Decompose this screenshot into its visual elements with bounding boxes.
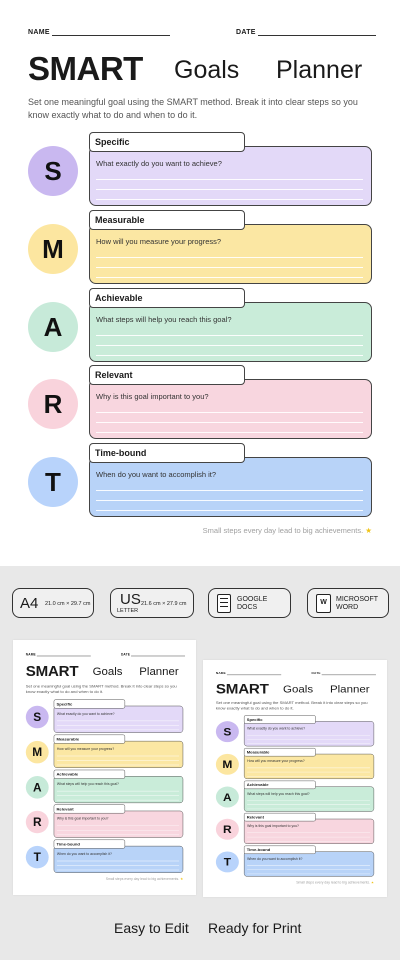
section-question: How will you measure your progress? xyxy=(247,759,305,764)
section-question: What exactly do you want to achieve? xyxy=(96,159,222,168)
writing-line xyxy=(96,199,363,200)
smart-row-t xyxy=(26,840,184,872)
intro-text: Set one meaningful goal using the SMART method. Break it into clear steps so you know exactly what to do and when to do it. xyxy=(215,700,368,711)
a4-label: A4 xyxy=(20,595,39,612)
writing-line xyxy=(96,355,363,356)
tagline-text: Small steps every day lead to big achievements. xyxy=(105,876,180,882)
tagline xyxy=(296,880,374,884)
writing-line xyxy=(96,490,363,491)
section-question: What steps will help you reach this goal? xyxy=(247,791,310,796)
preview-us-letter xyxy=(203,660,387,897)
letter-circle: T xyxy=(26,846,49,869)
answer-card[interactable] xyxy=(89,379,372,439)
google-docs-label xyxy=(237,596,267,612)
name-field xyxy=(26,653,91,657)
section-question: When do you want to accomplish it? xyxy=(247,856,303,861)
answer-card xyxy=(244,754,374,779)
answer-card[interactable] xyxy=(89,302,372,362)
section-title: Specific xyxy=(244,715,316,723)
answer-card[interactable] xyxy=(89,457,372,517)
a4-format-badge xyxy=(12,588,94,618)
smart-row-m xyxy=(216,748,375,778)
section-title: Achievable xyxy=(244,781,316,789)
letter-circle: R xyxy=(26,811,49,834)
preview-sheet xyxy=(203,660,387,897)
letter-circle: A xyxy=(216,787,239,808)
google-line2: DOCS xyxy=(237,604,258,611)
letter-circle: M xyxy=(26,741,49,764)
smart-row-s xyxy=(26,699,184,731)
writing-line xyxy=(96,179,363,180)
answer-card xyxy=(54,811,183,838)
smart-row-s xyxy=(28,132,374,204)
us-letter-label: LETTER xyxy=(117,608,139,614)
writing-line xyxy=(96,257,363,258)
word-line2: WORD xyxy=(336,604,359,611)
star-icon: ★ xyxy=(365,526,372,535)
section-title: Achievable xyxy=(54,770,125,779)
preview-a4 xyxy=(13,640,196,895)
section-title: Time-bound xyxy=(244,846,316,854)
section-title: Measurable xyxy=(89,210,245,230)
name-field[interactable] xyxy=(28,28,170,36)
page-title xyxy=(26,663,186,681)
title-goals: Goals xyxy=(174,56,240,84)
section-title: Relevant xyxy=(244,813,316,821)
smart-row-m xyxy=(26,735,184,767)
tagline-text: Small steps every day lead to big achievements. xyxy=(202,526,364,535)
tagline-text: Small steps every day lead to big achievements. xyxy=(296,880,371,885)
intro-text: Set one meaningful goal using the SMART method. Break it into clear steps so you know exactly what to do and when to do it. xyxy=(28,97,358,120)
writing-line xyxy=(96,277,363,278)
section-question: What steps will help you reach this goal? xyxy=(96,315,232,324)
easy-to-edit: Easy to Edit xyxy=(114,920,189,936)
letter-circle: A xyxy=(26,776,49,799)
section-question: How will you measure your progress? xyxy=(96,237,222,246)
answer-card xyxy=(244,721,374,746)
star-icon: ★ xyxy=(180,876,184,882)
section-question: Why is this goal important to you? xyxy=(56,816,109,821)
section-title: Time-bound xyxy=(54,840,125,849)
google-docs-badge xyxy=(208,588,291,618)
answer-card xyxy=(54,776,183,803)
writing-line xyxy=(96,267,363,268)
answer-card[interactable] xyxy=(89,224,372,284)
a4-size: 21.0 cm × 29.7 cm xyxy=(45,601,91,607)
letter-circle: R xyxy=(216,819,239,840)
letter-circle: R xyxy=(28,379,78,429)
answer-card xyxy=(54,706,183,733)
section-title: Measurable xyxy=(54,735,125,744)
writing-line xyxy=(96,500,363,501)
smart-row-t xyxy=(216,846,375,876)
page-title xyxy=(216,681,377,698)
section-question: Why is this goal important to you? xyxy=(96,392,209,401)
name-label: NAME xyxy=(25,653,36,657)
section-title: Time-bound xyxy=(89,443,245,463)
answer-card[interactable] xyxy=(89,146,372,206)
title-goals: Goals xyxy=(92,665,123,678)
letter-circle: A xyxy=(28,302,78,352)
title-planner: Planner xyxy=(276,56,363,84)
tagline xyxy=(203,526,372,535)
google-line1: GOOGLE xyxy=(237,596,268,603)
smart-row-a xyxy=(216,781,375,811)
star-icon: ★ xyxy=(371,880,375,885)
section-question: What exactly do you want to achieve? xyxy=(247,726,306,731)
letter-circle: S xyxy=(216,721,239,742)
writing-line xyxy=(96,345,363,346)
smart-row-m xyxy=(28,210,374,282)
google-docs-icon xyxy=(217,594,231,613)
date-label: DATE xyxy=(120,653,131,657)
writing-line xyxy=(96,510,363,511)
date-label: DATE xyxy=(236,29,256,36)
date-field xyxy=(121,653,185,657)
smart-row-r xyxy=(26,804,184,836)
ready-for-print: Ready for Print xyxy=(208,920,302,936)
answer-card xyxy=(244,851,374,876)
section-question: How will you measure your progress? xyxy=(56,746,115,751)
us-label: US xyxy=(120,591,141,608)
letter-circle: M xyxy=(216,754,239,775)
section-title: Specific xyxy=(54,699,125,708)
section-title: Specific xyxy=(89,132,245,152)
us-format-badge xyxy=(110,588,194,618)
smart-row-t xyxy=(28,443,374,515)
letter-circle: T xyxy=(216,851,239,872)
section-title: Achievable xyxy=(89,288,245,308)
section-title: Relevant xyxy=(54,804,125,813)
intro-text: Set one meaningful goal using the SMART method. Break it into clear steps so you know exactly what to do and when to do it. xyxy=(25,683,177,694)
writing-line xyxy=(96,335,363,336)
letter-circle: T xyxy=(28,457,78,507)
answer-card xyxy=(244,787,374,812)
letter-circle: S xyxy=(28,146,78,196)
writing-line xyxy=(96,422,363,423)
section-question: Why is this goal important to you? xyxy=(247,824,299,829)
name-label: NAME xyxy=(28,29,50,36)
writing-line xyxy=(96,189,363,190)
writing-line xyxy=(96,412,363,413)
section-title: Relevant xyxy=(89,365,245,385)
smart-row-a xyxy=(26,770,184,802)
smart-row-r xyxy=(28,365,374,437)
microsoft-word-label xyxy=(336,596,378,612)
date-field[interactable] xyxy=(236,28,376,36)
section-question: When do you want to accomplish it? xyxy=(96,470,217,479)
writing-line xyxy=(96,432,363,433)
smart-row-s xyxy=(216,715,375,745)
answer-card xyxy=(54,846,183,873)
smart-row-a xyxy=(28,288,374,360)
answer-card xyxy=(244,819,374,844)
name-label: NAME xyxy=(215,672,226,676)
title-goals: Goals xyxy=(283,683,314,696)
smart-row-r xyxy=(216,813,375,843)
letter-circle: S xyxy=(26,706,49,729)
section-question: What steps will help you reach this goal? xyxy=(56,781,119,786)
word-line1: MICROSOFT xyxy=(336,596,378,603)
us-size: 21.6 cm × 27.9 cm xyxy=(141,601,187,607)
title-smart: SMART xyxy=(215,680,269,697)
word-doc-icon: W xyxy=(316,594,331,613)
tagline xyxy=(106,877,183,881)
section-title: Measurable xyxy=(244,748,316,756)
section-question: When do you want to accomplish it? xyxy=(56,851,112,856)
preview-sheet xyxy=(13,640,196,895)
title-smart: SMART xyxy=(25,662,79,680)
answer-card xyxy=(54,741,183,768)
microsoft-word-badge xyxy=(307,588,389,618)
letter-circle: M xyxy=(28,224,78,274)
name-field xyxy=(216,672,281,675)
page-title xyxy=(28,50,378,90)
section-question: What exactly do you want to achieve? xyxy=(56,711,115,716)
title-planner: Planner xyxy=(139,665,179,678)
date-label: DATE xyxy=(311,672,321,676)
date-field xyxy=(312,672,376,675)
title-smart: SMART xyxy=(28,50,143,87)
title-planner: Planner xyxy=(329,683,370,696)
